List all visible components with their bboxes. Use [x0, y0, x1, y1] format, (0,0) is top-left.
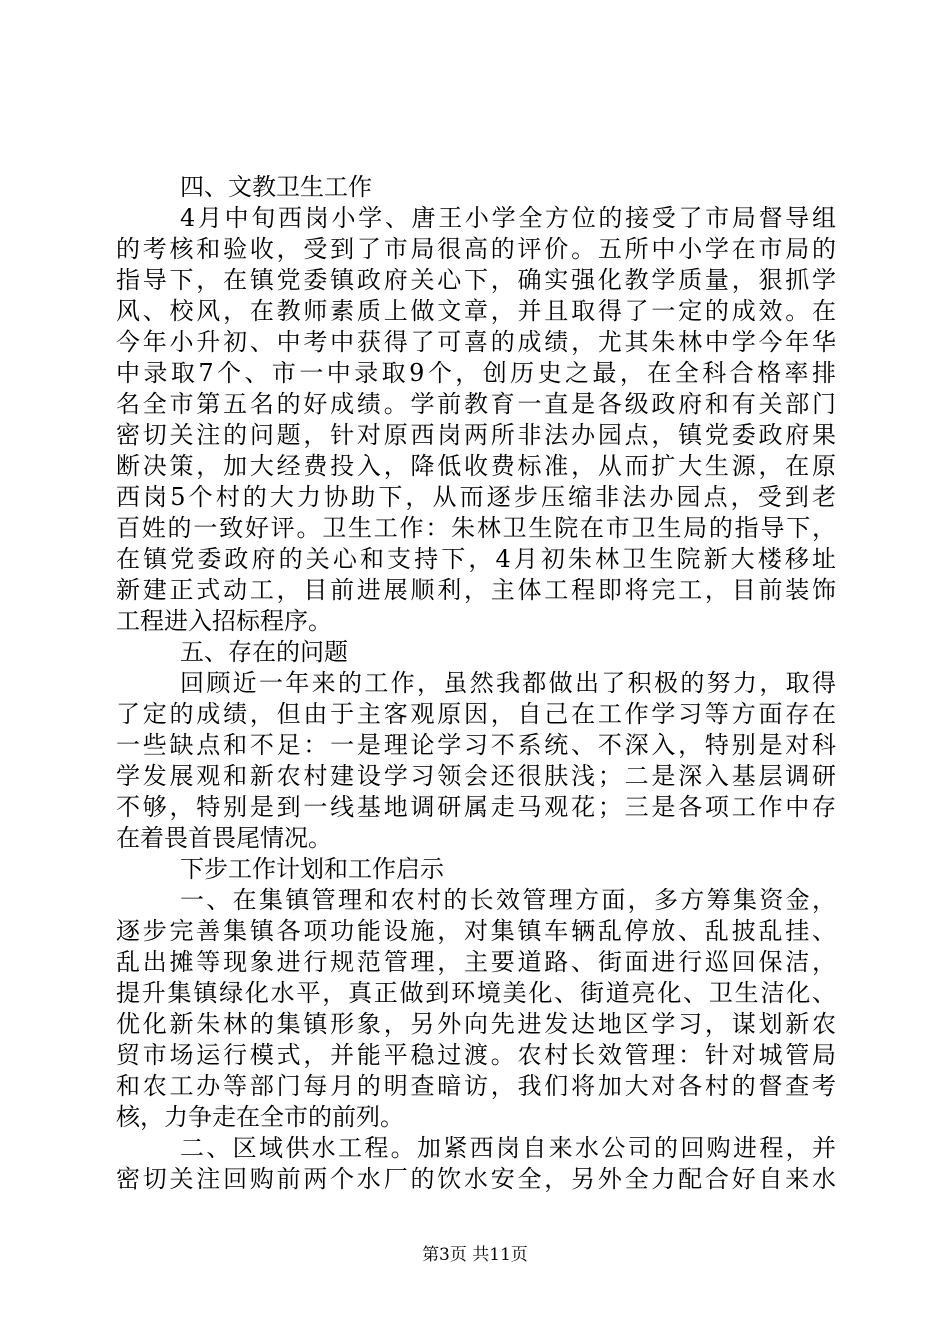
text-line: 下步工作计划和工作启示: [180, 855, 444, 883]
text-line: 贸市场运行模式，并能平稳过渡。农村长效管理：针对城管局: [116, 1041, 836, 1069]
text-line: 断决策，加大经费投入，降低收费标准，从而扩大生源，在原: [116, 452, 836, 480]
text-line: 优化新朱林的集镇形象，另外向先进发达地区学习，谋划新农: [116, 1010, 836, 1038]
text-line: 提升集镇绿化水平，真正做到环境美化、街道亮化、卫生洁化、: [116, 979, 836, 1007]
text-line: 今年小升初、中考中获得了可喜的成绩，尤其朱林中学今年华: [116, 328, 836, 356]
text-line: 了定的成绩，但由于主客观原因，自己在工作学习等方面存在: [116, 700, 836, 728]
text-line: 不够，特别是到一线基地调研属走马观花；三是各项工作中存: [116, 793, 836, 821]
text-line: 一、在集镇管理和农村的长效管理方面，多方筹集资金，: [180, 886, 836, 914]
text-line: 逐步完善集镇各项功能设施，对集镇车辆乱停放、乱披乱挂、: [116, 917, 836, 945]
text-line: 五、存在的问题: [180, 638, 348, 666]
text-line: 密切关注的问题，针对原西岗两所非法办园点，镇党委政府果: [116, 421, 836, 449]
text-line: 一些缺点和不足：一是理论学习不系统、不深入，特别是对科: [116, 731, 836, 759]
text-line: 4月中旬西岗小学、唐王小学全方位的接受了市局督导组: [180, 204, 836, 232]
text-line: 回顾近一年来的工作，虽然我都做出了积极的努力，取得: [180, 669, 836, 697]
text-line: 核，力争走在全市的前列。: [116, 1103, 404, 1131]
text-line: 二、区域供水工程。加紧西岗自来水公司的回购进程，并: [180, 1134, 836, 1162]
text-line: 学发展观和新农村建设学习领会还很肤浅；二是深入基层调研: [116, 762, 836, 790]
text-line: 指导下，在镇党委镇政府关心下，确实强化教学质量，狠抓学: [116, 266, 836, 294]
text-line: 在着畏首畏尾情况。: [116, 824, 332, 852]
page-footer: 第3页 共11页: [422, 1245, 528, 1265]
text-line: 中录取7个、市一中录取9个，创历史之最，在全科合格率排: [116, 359, 836, 387]
text-line: 名全市第五名的好成绩。学前教育一直是各级政府和有关部门: [116, 390, 836, 418]
text-line: 在镇党委政府的关心和支持下，4月初朱林卫生院新大楼移址: [116, 545, 836, 573]
text-line: 和农工办等部门每月的明查暗访，我们将加大对各村的督查考: [116, 1072, 836, 1100]
text-line: 密切关注回购前两个水厂的饮水安全，另外全力配合好自来水: [116, 1165, 836, 1193]
text-line: 西岗5个村的大力协助下，从而逐步压缩非法办园点，受到老: [116, 483, 836, 511]
text-line: 乱出摊等现象进行规范管理，主要道路、街面进行巡回保洁，: [116, 948, 836, 976]
text-line: 风、校风，在教师素质上做文章，并且取得了一定的成效。在: [116, 297, 836, 325]
text-line: 四、文教卫生工作: [180, 173, 372, 201]
text-line: 的考核和验收，受到了市局很高的评价。五所中小学在市局的: [116, 235, 836, 263]
text-line: 百姓的一致好评。卫生工作：朱林卫生院在市卫生局的指导下，: [116, 514, 836, 542]
text-line: 工程进入招标程序。: [116, 607, 332, 635]
text-line: 新建正式动工，目前进展顺利，主体工程即将完工，目前装饰: [116, 576, 836, 604]
document-body: [116, 172, 836, 1195]
